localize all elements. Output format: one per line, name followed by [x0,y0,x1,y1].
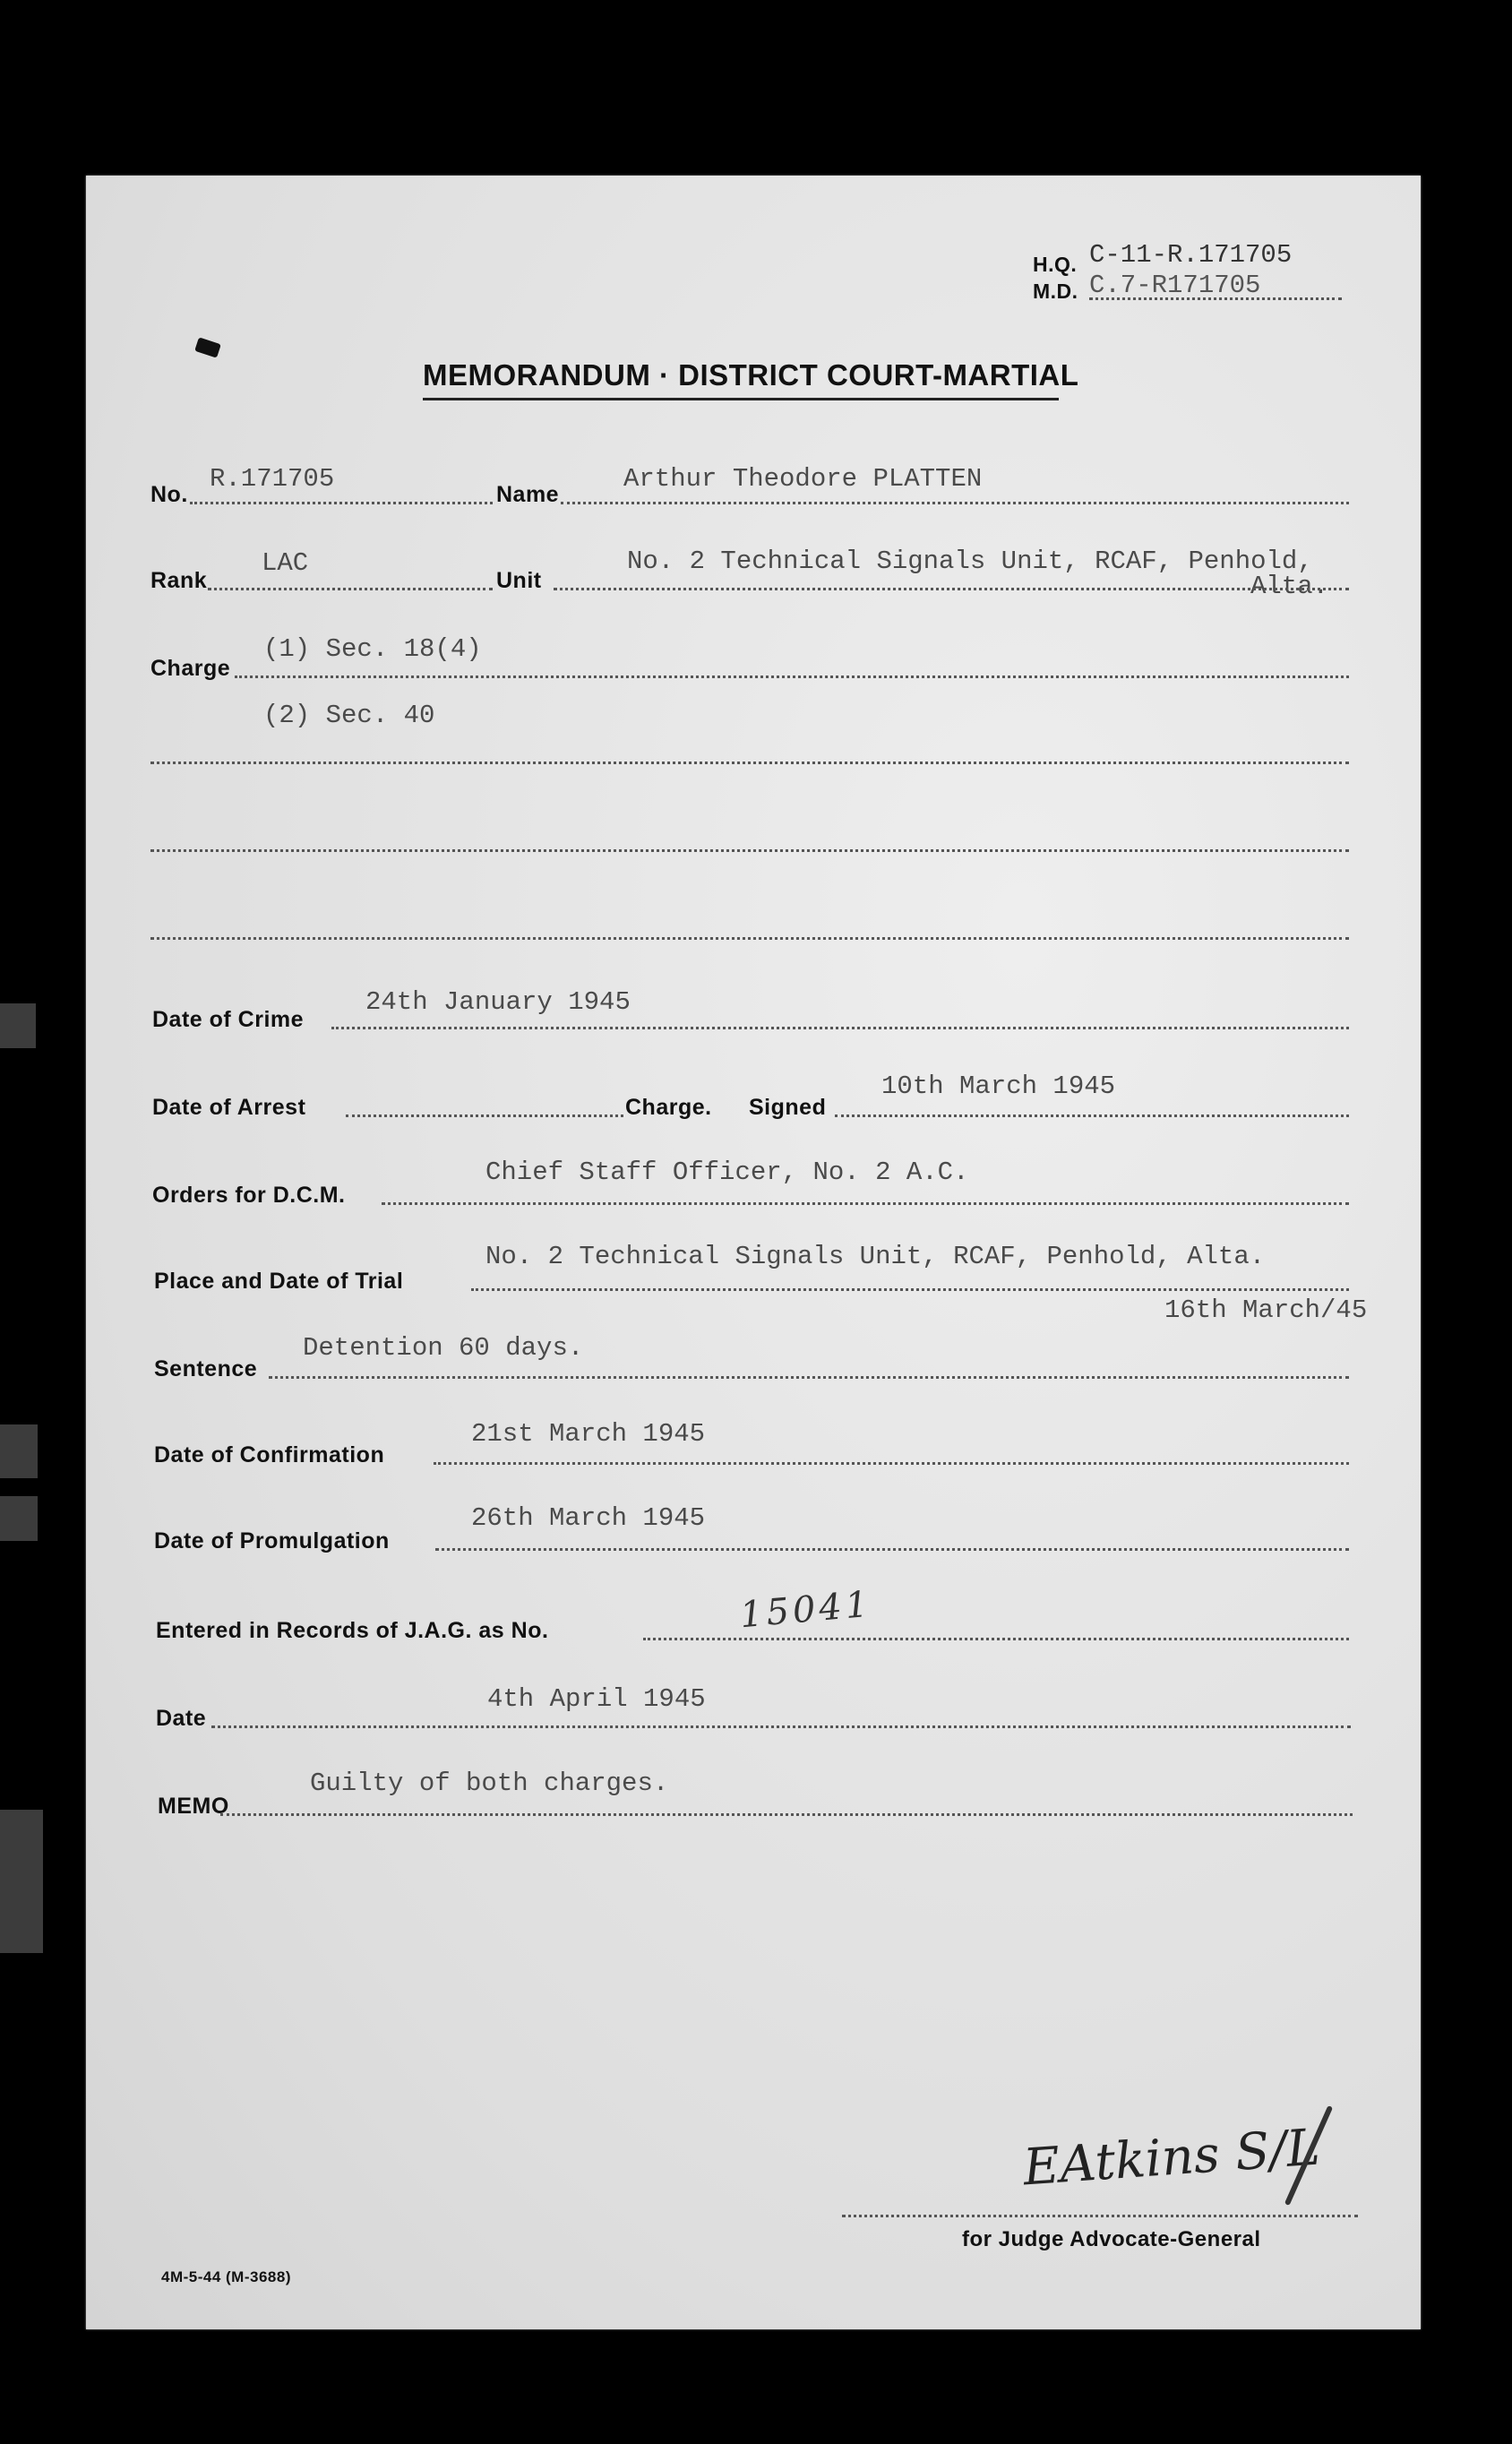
scan-artifact [0,1890,43,1953]
confirmation-line [434,1462,1349,1465]
date-of-crime-value: 24th January 1945 [365,987,631,1017]
title-underline [423,398,1059,400]
md-reference: C.7-R171705 [1089,271,1261,300]
charge-signed-label-b: Signed [749,1095,827,1120]
memo-line [220,1813,1353,1816]
signature: EAtkins S/L [1021,2118,1322,2198]
unit-value-line2: Alta. [1250,572,1329,601]
md-reference-line [1089,297,1342,300]
ink-mark [194,337,221,357]
sentence-label: Sentence [154,1356,258,1381]
rank-line [208,588,493,590]
place-of-trial-value: No. 2 Technical Signals Unit, RCAF, Penhold, Alta. [485,1242,1266,1271]
date-value: 4th April 1945 [487,1684,706,1714]
scan-artifact [0,1003,36,1048]
no-line [190,502,493,504]
charge-label: Charge [150,656,231,681]
name-label: Name [496,482,560,507]
charge-signed-value: 10th March 1945 [881,1071,1116,1101]
orders-dcm-value: Chief Staff Officer, No. 2 A.C. [485,1157,969,1187]
service-number: R.171705 [210,464,335,494]
promulgation-value: 26th March 1945 [471,1503,706,1533]
confirmation-label: Date of Confirmation [154,1442,385,1467]
date-of-crime-line [331,1027,1349,1029]
member-name: Arthur Theodore PLATTEN [623,464,983,494]
hq-label: H.Q. [1033,253,1078,276]
date-line [211,1725,1351,1728]
md-label: M.D. [1033,280,1078,303]
charge-line-2 [150,762,1349,764]
unit-value-line1: No. 2 Technical Signals Unit, RCAF, Penhold, [627,546,1313,576]
date-label: Date [156,1706,207,1731]
unit-label: Unit [496,568,542,593]
charge-line-4 [150,937,1349,940]
no-label: No. [150,482,188,507]
scan-artifact [0,1496,38,1541]
charge-1: (1) Sec. 18(4) [263,634,482,664]
promulgation-line [435,1548,1349,1551]
jag-record-number: 15041 [738,1583,873,1637]
date-of-trial-value: 16th March/45 [1164,1295,1368,1325]
charge-signed-label-a: Charge. [625,1095,712,1120]
charge-signed-line [835,1114,1349,1117]
scan-artifact [0,1810,43,1890]
rank-label: Rank [150,568,208,593]
sentence-value: Detention 60 days. [303,1333,584,1363]
hq-reference: C-11-R.171705 [1089,240,1293,270]
date-of-arrest-label: Date of Arrest [152,1095,306,1120]
charge-2: (2) Sec. 40 [263,701,435,730]
charge-line-3 [150,849,1349,852]
form-title: MEMORANDUM · DISTRICT COURT-MARTIAL [423,358,1079,392]
charge-line-1 [235,676,1349,678]
rank-value: LAC [262,548,309,578]
jag-records-line [643,1638,1349,1640]
unit-line [554,588,1349,590]
signature-line [842,2215,1358,2217]
date-of-arrest-line [346,1114,623,1117]
form-code: 4M-5-44 (M-3688) [161,2268,291,2285]
orders-dcm-line [382,1202,1349,1205]
orders-dcm-label: Orders for D.C.M. [152,1183,346,1208]
place-date-trial-line [471,1288,1349,1291]
signature-caption: for Judge Advocate-General [962,2227,1261,2251]
memorandum-sheet [86,176,1421,2329]
place-date-trial-label: Place and Date of Trial [154,1269,404,1294]
promulgation-label: Date of Promulgation [154,1528,390,1553]
sentence-line [269,1376,1349,1379]
memo-value: Guilty of both charges. [310,1768,669,1798]
date-of-crime-label: Date of Crime [152,1007,305,1032]
confirmation-value: 21st March 1945 [471,1419,706,1449]
name-line [561,502,1349,504]
memo-label: MEMO [158,1794,229,1819]
jag-records-label: Entered in Records of J.A.G. as No. [156,1618,549,1643]
scan-artifact [0,1424,38,1478]
